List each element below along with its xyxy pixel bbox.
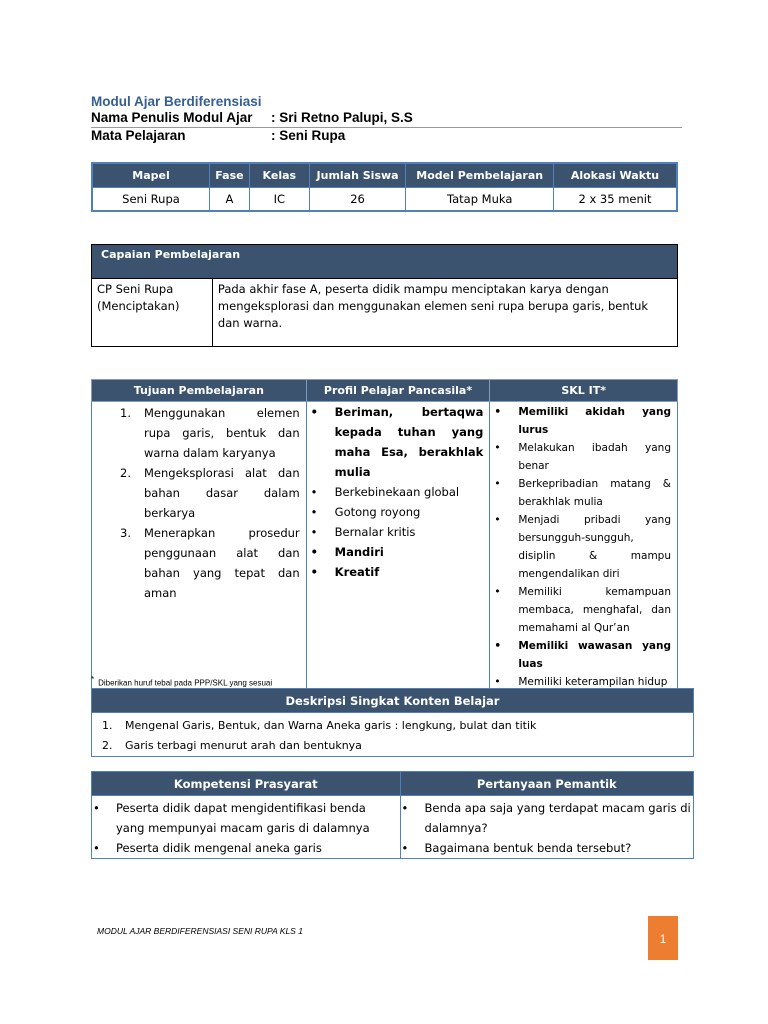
list-item: • Benda apa saja yang terdapat macam garis di dalamnya? <box>401 801 691 835</box>
list-item: • Menjadi pribadi yang bersungguh-sungguh, disiplin & mampu mengendalikan diri <box>494 514 671 580</box>
list-item: • Berkebinekaan global <box>310 485 460 499</box>
list-item: • Memiliki keterampilan hidup <box>494 676 668 688</box>
footer-text: MODUL AJAR BERDIFERENSIASI SENI RUPA KLS 1 <box>97 926 303 936</box>
cell-alokasi-waktu: 2 x 35 menit <box>553 187 677 211</box>
capaian-header: Capaian Pembelajaran <box>92 245 678 279</box>
footnote-text: Diberikan huruf tebal pada PPP/SKL yang sesuai <box>98 678 273 688</box>
col-jumlah-siswa: Jumlah Siswa <box>309 163 406 187</box>
col-fase: Fase <box>209 163 249 187</box>
list-item: 2. Mengeksplorasi alat dan bahan dasar dalam berkarya <box>120 466 300 520</box>
kompetensi-list <box>92 798 400 858</box>
list-item: • Melakukan ibadah yang benar <box>494 442 671 472</box>
list-item: • Kreatif <box>310 565 380 579</box>
pertanyaan-list <box>401 798 693 858</box>
list-item: • Peserta didik mengenal aneka garis <box>93 841 322 855</box>
pertanyaan-cell <box>400 796 693 859</box>
deskripsi-header: Deskripsi Singkat Konten Belajar <box>92 689 694 713</box>
footnote <box>91 675 272 688</box>
list-item: • Memiliki akidah yang lurus <box>494 406 671 436</box>
list-item: • Bagaimana bentuk benda tersebut? <box>401 841 632 855</box>
prasyarat-table <box>91 771 694 859</box>
deskripsi-table <box>91 688 694 757</box>
list-item: • Berkepribadian matang & berakhlak mulia <box>494 478 671 508</box>
footnote-mark: * <box>91 675 95 684</box>
deskripsi-list <box>92 716 693 756</box>
cell-kelas: IC <box>249 187 309 211</box>
profil-list <box>307 402 490 582</box>
list-item: • Memiliki kemampuan membaca, menghafal, dan memahami al Qur’an <box>494 586 671 634</box>
col-profil-pelajar-pancasila: Profil Pelajar Pancasila* <box>306 380 490 402</box>
col-alokasi-waktu: Alokasi Waktu <box>553 163 677 187</box>
author-value: : Sri Retno Palupi, S.S <box>271 110 413 125</box>
col-model-pembelajaran: Model Pembelajaran <box>406 163 554 187</box>
col-tujuan-pembelajaran: Tujuan Pembelajaran <box>92 380 307 402</box>
subject-label: Mata Pelajaran <box>91 128 186 143</box>
subject-value: : Seni Rupa <box>271 128 346 143</box>
list-item: • Beriman, bertaqwa kepada tuhan yang maha Esa, berakhlak mulia <box>310 405 484 479</box>
profil-cell <box>306 402 490 692</box>
col-mapel: Mapel <box>92 163 209 187</box>
cell-model-pembelajaran: Tatap Muka <box>406 187 554 211</box>
list-item: • Mandiri <box>310 545 384 559</box>
page-number-badge: 1 <box>648 916 678 960</box>
capaian-table <box>91 244 678 347</box>
skl-cell <box>490 402 678 692</box>
list-item: 2. Garis terbagi menurut arah dan bentuknya <box>102 739 362 752</box>
kompetensi-cell <box>92 796 401 859</box>
col-pertanyaan-pemantik: Pertanyaan Pemantik <box>400 772 693 796</box>
skl-list <box>490 402 677 691</box>
cell-jumlah-siswa: 26 <box>309 187 406 211</box>
author-label: Nama Penulis Modul Ajar <box>91 110 253 125</box>
list-item: • Peserta didik dapat mengidentifikasi benda yang mempunyai macam garis di dalamnya <box>93 801 370 835</box>
tujuan-cell <box>92 402 307 692</box>
cell-fase: A <box>209 187 249 211</box>
list-item: • Gotong royong <box>310 505 421 519</box>
col-skl-it: SKL IT* <box>490 380 678 402</box>
capaian-text: Pada akhir fase A, peserta didik mampu menciptakan karya dengan mengeksplorasi dan menggunakan elemen seni rupa berupa garis, bentuk dan warna. <box>212 279 677 347</box>
info-data-row <box>92 187 677 211</box>
info-header-row <box>92 163 677 187</box>
list-item: 3. Menerapkan prosedur penggunaan alat dan bahan yang tepat dan aman <box>120 526 300 600</box>
tujuan-list <box>92 402 306 603</box>
list-item: 1. Menggunakan elemen rupa garis, bentuk dan warna dalam karyanya <box>120 406 300 460</box>
capaian-label: CP Seni Rupa (Menciptakan) <box>92 279 213 347</box>
list-item: 1. Mengenal Garis, Bentuk, dan Warna Aneka garis : lengkung, bulat dan titik <box>102 719 537 732</box>
info-table <box>91 162 678 212</box>
list-item: • Memiliki wawasan yang luas <box>494 640 671 670</box>
tujuan-table <box>91 379 678 692</box>
deskripsi-cell <box>92 713 694 757</box>
cell-mapel: Seni Rupa <box>92 187 209 211</box>
col-kelas: Kelas <box>249 163 309 187</box>
col-kompetensi-prasyarat: Kompetensi Prasyarat <box>92 772 401 796</box>
list-item: • Bernalar kritis <box>310 525 416 539</box>
document-title: Modul Ajar Berdiferensiasi <box>91 94 262 109</box>
